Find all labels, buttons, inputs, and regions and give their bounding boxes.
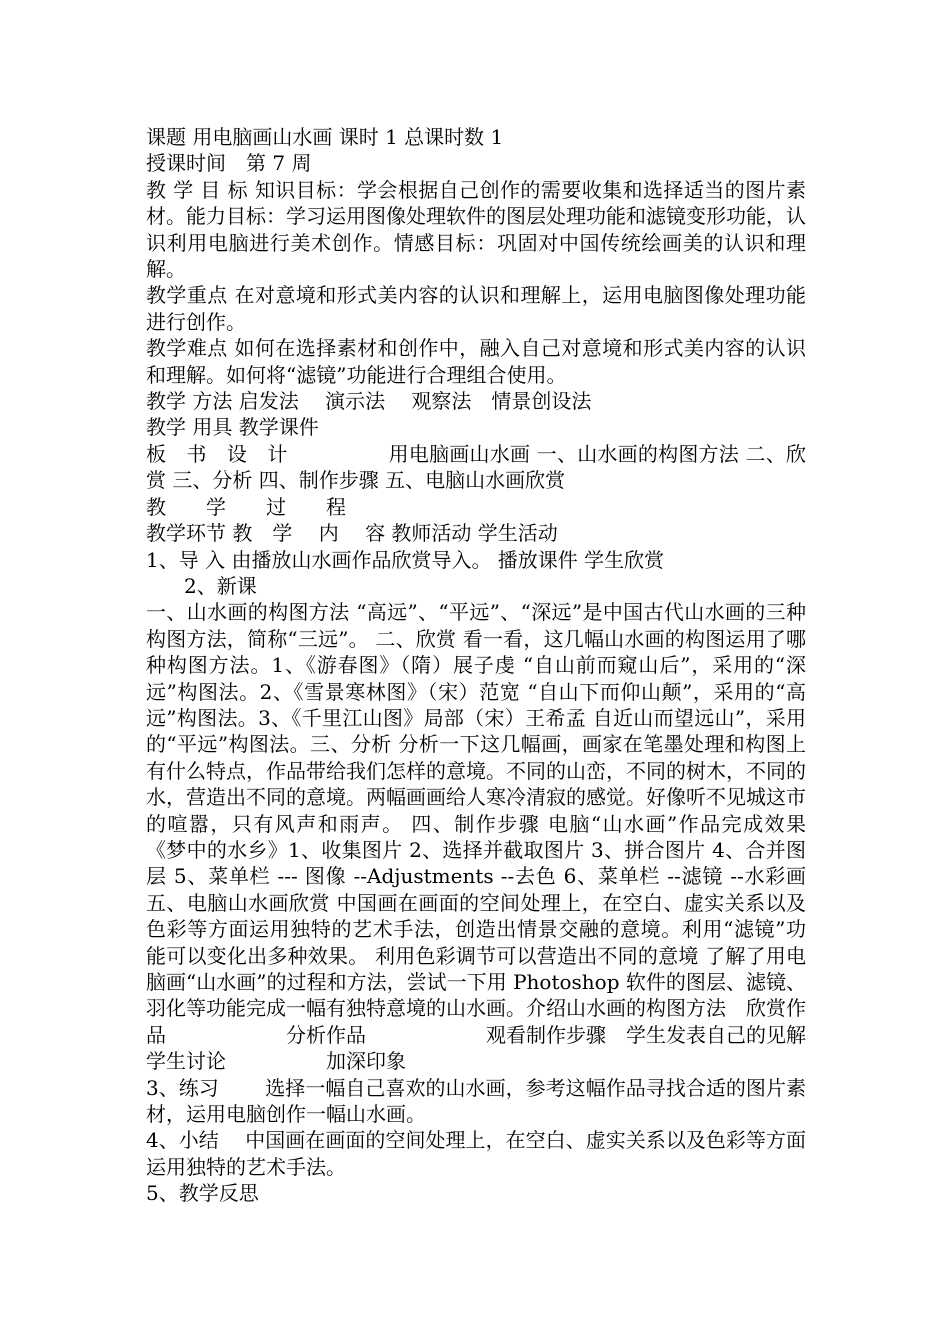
process-title: 教 学 过 程 (146, 494, 346, 519)
process-header: 教学环节 教 学 内 容 教师活动 学生活动 (146, 521, 558, 546)
difficulties-paragraph: 教学难点 如何在选择素材和创作中，融入自己对意境和形式美内容的认识和理解。如何将“滤镜”功能进行合理组合使用。 (146, 336, 806, 387)
summary-step: 4、小结 中国画在画面的空间处理上，在空白、虚实关系以及色彩等方面运用独特的艺术手法。 (146, 1128, 806, 1179)
key-points-paragraph: 教学重点 在对意境和形式美内容的认识和理解上，运用电脑图像处理功能进行创作。 (146, 283, 806, 334)
new-lesson-label: 2、新课 (184, 573, 257, 598)
course-line: 课题 用电脑画山水画 课时 1 总课时数 1 (146, 125, 504, 149)
tools-line: 教学 用具 教学课件 (146, 415, 319, 440)
intro-step: 1、导 入 由播放山水画作品欣赏导入。 播放课件 学生欣赏 (146, 547, 665, 572)
reflection-step: 5、教学反思 (146, 1181, 259, 1206)
board-design-paragraph: 板 书 设 计 用电脑画山水画 一、山水画的构图方法 二、欣赏 三、分析 四、制作步骤 五、电脑山水画欣赏 (146, 441, 806, 493)
lesson-plan-document (146, 124, 886, 1207)
new-lesson-body: 一、山水画的构图方法 “高远”、“平远”、“深远”是中国古代山水画的三种构图方法，简称“三远”。 二、欣赏 看一看，这几幅山水画的构图运用了哪种构图方法。1、《游春图》（隋）展子虔 “自山前而窥山后”，采用的“深远”构图法。2、《雪景寒林图》（宋）范宽 “自山下而仰山颠”，采用的“高远”构图法。3、《千里江山图》局部（宋）王希孟 自近山而望远山”，采用的“平远”构图法。三、分析 分析一下这几幅画，画家在笔墨处理和构图上有什么特点，作品带给我们怎样的意境。不同的山峦，不同的树木，不同的水，营造出不同的意境。两幅画画给人寒冷清寂的感觉。好像听不见城这市的喧嚣，只有风声和雨声。 四、制作步骤 电脑“山水画”作品完成效果 《梦中的水乡》1、收集图片 2、选择并截取图片 3、拼合图片 4、合并图层 5、菜单栏 --- 图像 --Adjustments --去色 6、菜单栏 --滤镜 --水彩画 五、电脑山水画欣赏 中国画在画面的空间处理上，在空白、虚实关系以及色彩等方面运用独特的艺术手法，创造出情景交融的意境。利用“滤镜”功能可以变化出多种效果。 利用色彩调节可以营造出不同的意境 了解了用电脑画“山水画”的过程和方法，尝试一下用 Photoshop 软件的图层、滤镜、羽化等功能完成一幅有独特意境的山水画。介绍山水画的构图方法 欣赏作品 分析作品 观看制作步骤 学生发表自己的见解 学生讨论 加深印象 (146, 600, 886, 1074)
methods-line: 教学 方法 启发法 演示法 观察法 情景创设法 (146, 389, 592, 414)
time-line: 授课时间 第 7 周 (146, 151, 312, 176)
practice-step: 3、练习 选择一幅自己喜欢的山水画，参考这幅作品寻找合适的图片素材，运用电脑创作一幅山水画。 (146, 1075, 806, 1127)
objectives-paragraph: 教 学 目 标 知识目标：学会根据自己创作的需要收集和选择适当的图片素材。能力目标：学习运用图像处理软件的图层处理功能和滤镜变形功能，认识利用电脑进行美术创作。情感目标：巩固对中国传统绘画美的认识和理解。 (146, 177, 806, 282)
